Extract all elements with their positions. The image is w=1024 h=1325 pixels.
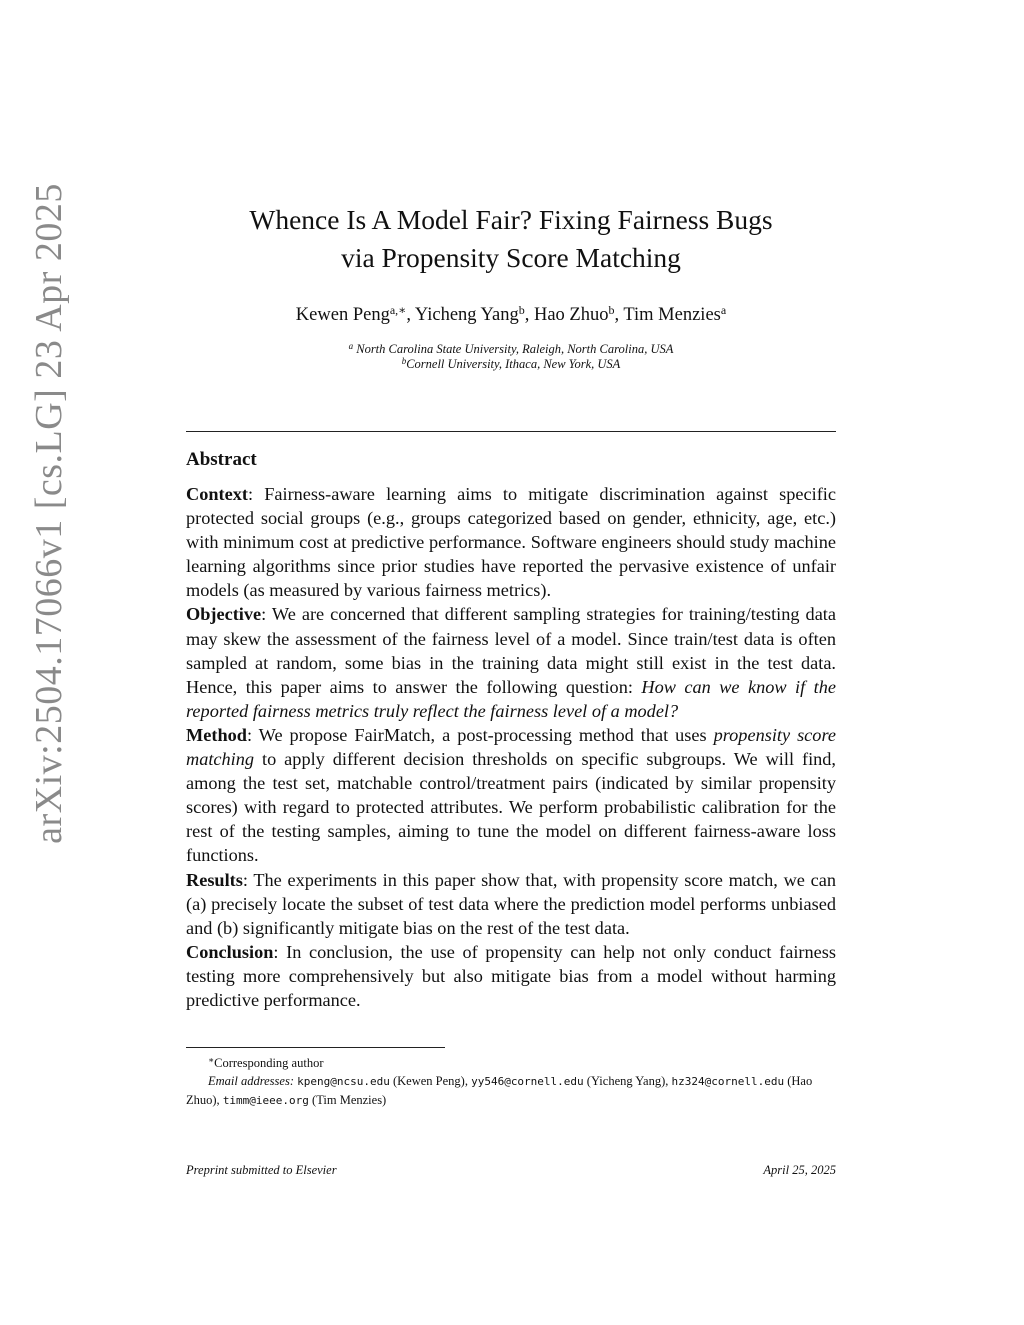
email-link[interactable]: hz324@cornell.edu: [671, 1075, 785, 1088]
author-list: [186, 302, 836, 328]
email-link[interactable]: timm@ieee.org: [222, 1094, 309, 1107]
paper-title: [186, 201, 836, 277]
author: Yicheng Yang$^b$,: [414, 303, 534, 325]
abstract-conclusion: Conclusion: In conclusion, the use of propensity can help not only conduct fairness testing more comprehensively but also mitigate bias from a model without harming predictive performance.: [186, 941, 836, 1010]
author: Tim Menzies$^a$: [623, 303, 727, 325]
arxiv-identifier: arXiv:2504.17066v1 [cs.LG] 23 Apr 2025: [28, 183, 70, 844]
abstract-method: Method: We propose FairMatch, a post-processing method that uses propensity score matching to apply different decision thresholds on specific subgroups. We will find, among the test set, matchable control/treatment pairs (indicated by similar propensity scores) with regard to protected attributes. We perform probabilistic calibration for the rest of the testing samples, aiming to tune the model on different fairness-aware loss functions.: [186, 724, 836, 866]
affiliation: $^b$Cornell University, Ithaca, New York, USA: [401, 356, 621, 371]
title-line-1: Whence Is A Model Fair? Fixing Fairness Bugs: [249, 204, 773, 235]
affiliations: [186, 342, 836, 372]
header-divider: [186, 431, 836, 432]
email-link[interactable]: yy546@cornell.edu: [471, 1075, 584, 1088]
author: Hao Zhuo$^b$,: [533, 303, 624, 325]
email-addresses-note: Email addresses: kpeng@ncsu.edu (Kewen Peng), yy546@cornell.edu (Yicheng Yang), hz324@cornell.edu (Hao Zhuo), timm@ieee.org (Tim Menzies): [186, 1074, 813, 1107]
abstract-results: Results: The experiments in this paper show that, with propensity score match, we can (a) precisely locate the subset of test data where the prediction model performs unbiased and (b) significantly mitigate bias on the rest of the test data.: [186, 869, 836, 938]
footnotes: [186, 1054, 836, 1110]
title-line-2: via Propensity Score Matching: [341, 242, 681, 273]
footnote-divider: [186, 1047, 445, 1048]
author: Kewen Peng$^{a,∗}$,: [295, 303, 415, 325]
abstract-context: Context: Fairness-aware learning aims to mitigate discrimination against specific protected social groups (e.g., groups categorized based on gender, ethnicity, age, etc.) with minimum cost at predictive performance. Software engineers should study machine learning algorithms since prior studies have reported the pervasive existence of unfair models (as measured by various fairness metrics).: [186, 484, 836, 601]
email-link[interactable]: kpeng@ncsu.edu: [297, 1075, 390, 1088]
abstract-objective: Objective: We are concerned that different sampling strategies for training/testing data may skew the assessment of the fairness level of a model. Since train/test data is often sampled at random, some bias in the training data might still exist in the test data. Hence, this paper aims to answer the following question: How can we know if the reported fairness metrics truly reflect the fairness level of a model?: [186, 604, 837, 721]
abstract-heading: Abstract: [186, 449, 257, 470]
footer-preprint-note: Preprint submitted to Elsevier: [186, 1163, 337, 1177]
corresponding-author-note: ∗Corresponding author: [208, 1055, 324, 1070]
abstract-body: [186, 482, 836, 1012]
affiliation: $^a$ North Carolina State University, Raleigh, North Carolina, USA: [348, 341, 674, 356]
footer-date: April 25, 2025: [763, 1163, 836, 1177]
